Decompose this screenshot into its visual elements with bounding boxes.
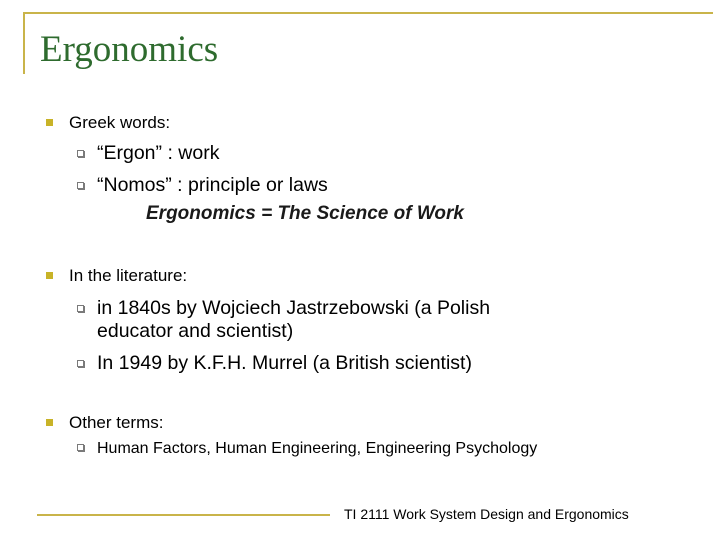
definition-emphasis: Ergonomics = The Science of Work bbox=[146, 203, 464, 224]
square-bullet-icon bbox=[46, 419, 53, 426]
list-item-text: “Ergon” : work bbox=[97, 142, 220, 164]
square-bullet-icon bbox=[46, 272, 53, 279]
footer-course-title: TI 2111 Work System Design and Ergonomics bbox=[344, 506, 629, 522]
section-label: In the literature: bbox=[69, 266, 188, 285]
list-item-text: In 1949 by K.F.H. Murrel (a British scientist) bbox=[97, 352, 472, 374]
section-label: Greek words: bbox=[69, 113, 171, 132]
hollow-square-bullet-icon bbox=[77, 444, 84, 451]
section-label: Other terms: bbox=[69, 413, 164, 432]
list-item-text: Human Factors, Human Engineering, Engineering Psychology bbox=[97, 440, 538, 457]
hollow-square-bullet-icon bbox=[77, 305, 84, 312]
footer-divider bbox=[37, 514, 330, 516]
hollow-square-bullet-icon bbox=[77, 182, 84, 189]
list-item-text: “Nomos” : principle or laws bbox=[97, 174, 328, 196]
slide-title: Ergonomics bbox=[40, 29, 219, 70]
list-item-text-line-1: in 1840s by Wojciech Jastrzebowski (a Polish bbox=[97, 297, 491, 319]
list-item-text-line-2: educator and scientist) bbox=[97, 320, 294, 342]
square-bullet-icon bbox=[46, 119, 53, 126]
top-divider bbox=[23, 12, 713, 14]
hollow-square-bullet-icon bbox=[77, 360, 84, 367]
left-divider bbox=[23, 12, 25, 74]
hollow-square-bullet-icon bbox=[77, 150, 84, 157]
